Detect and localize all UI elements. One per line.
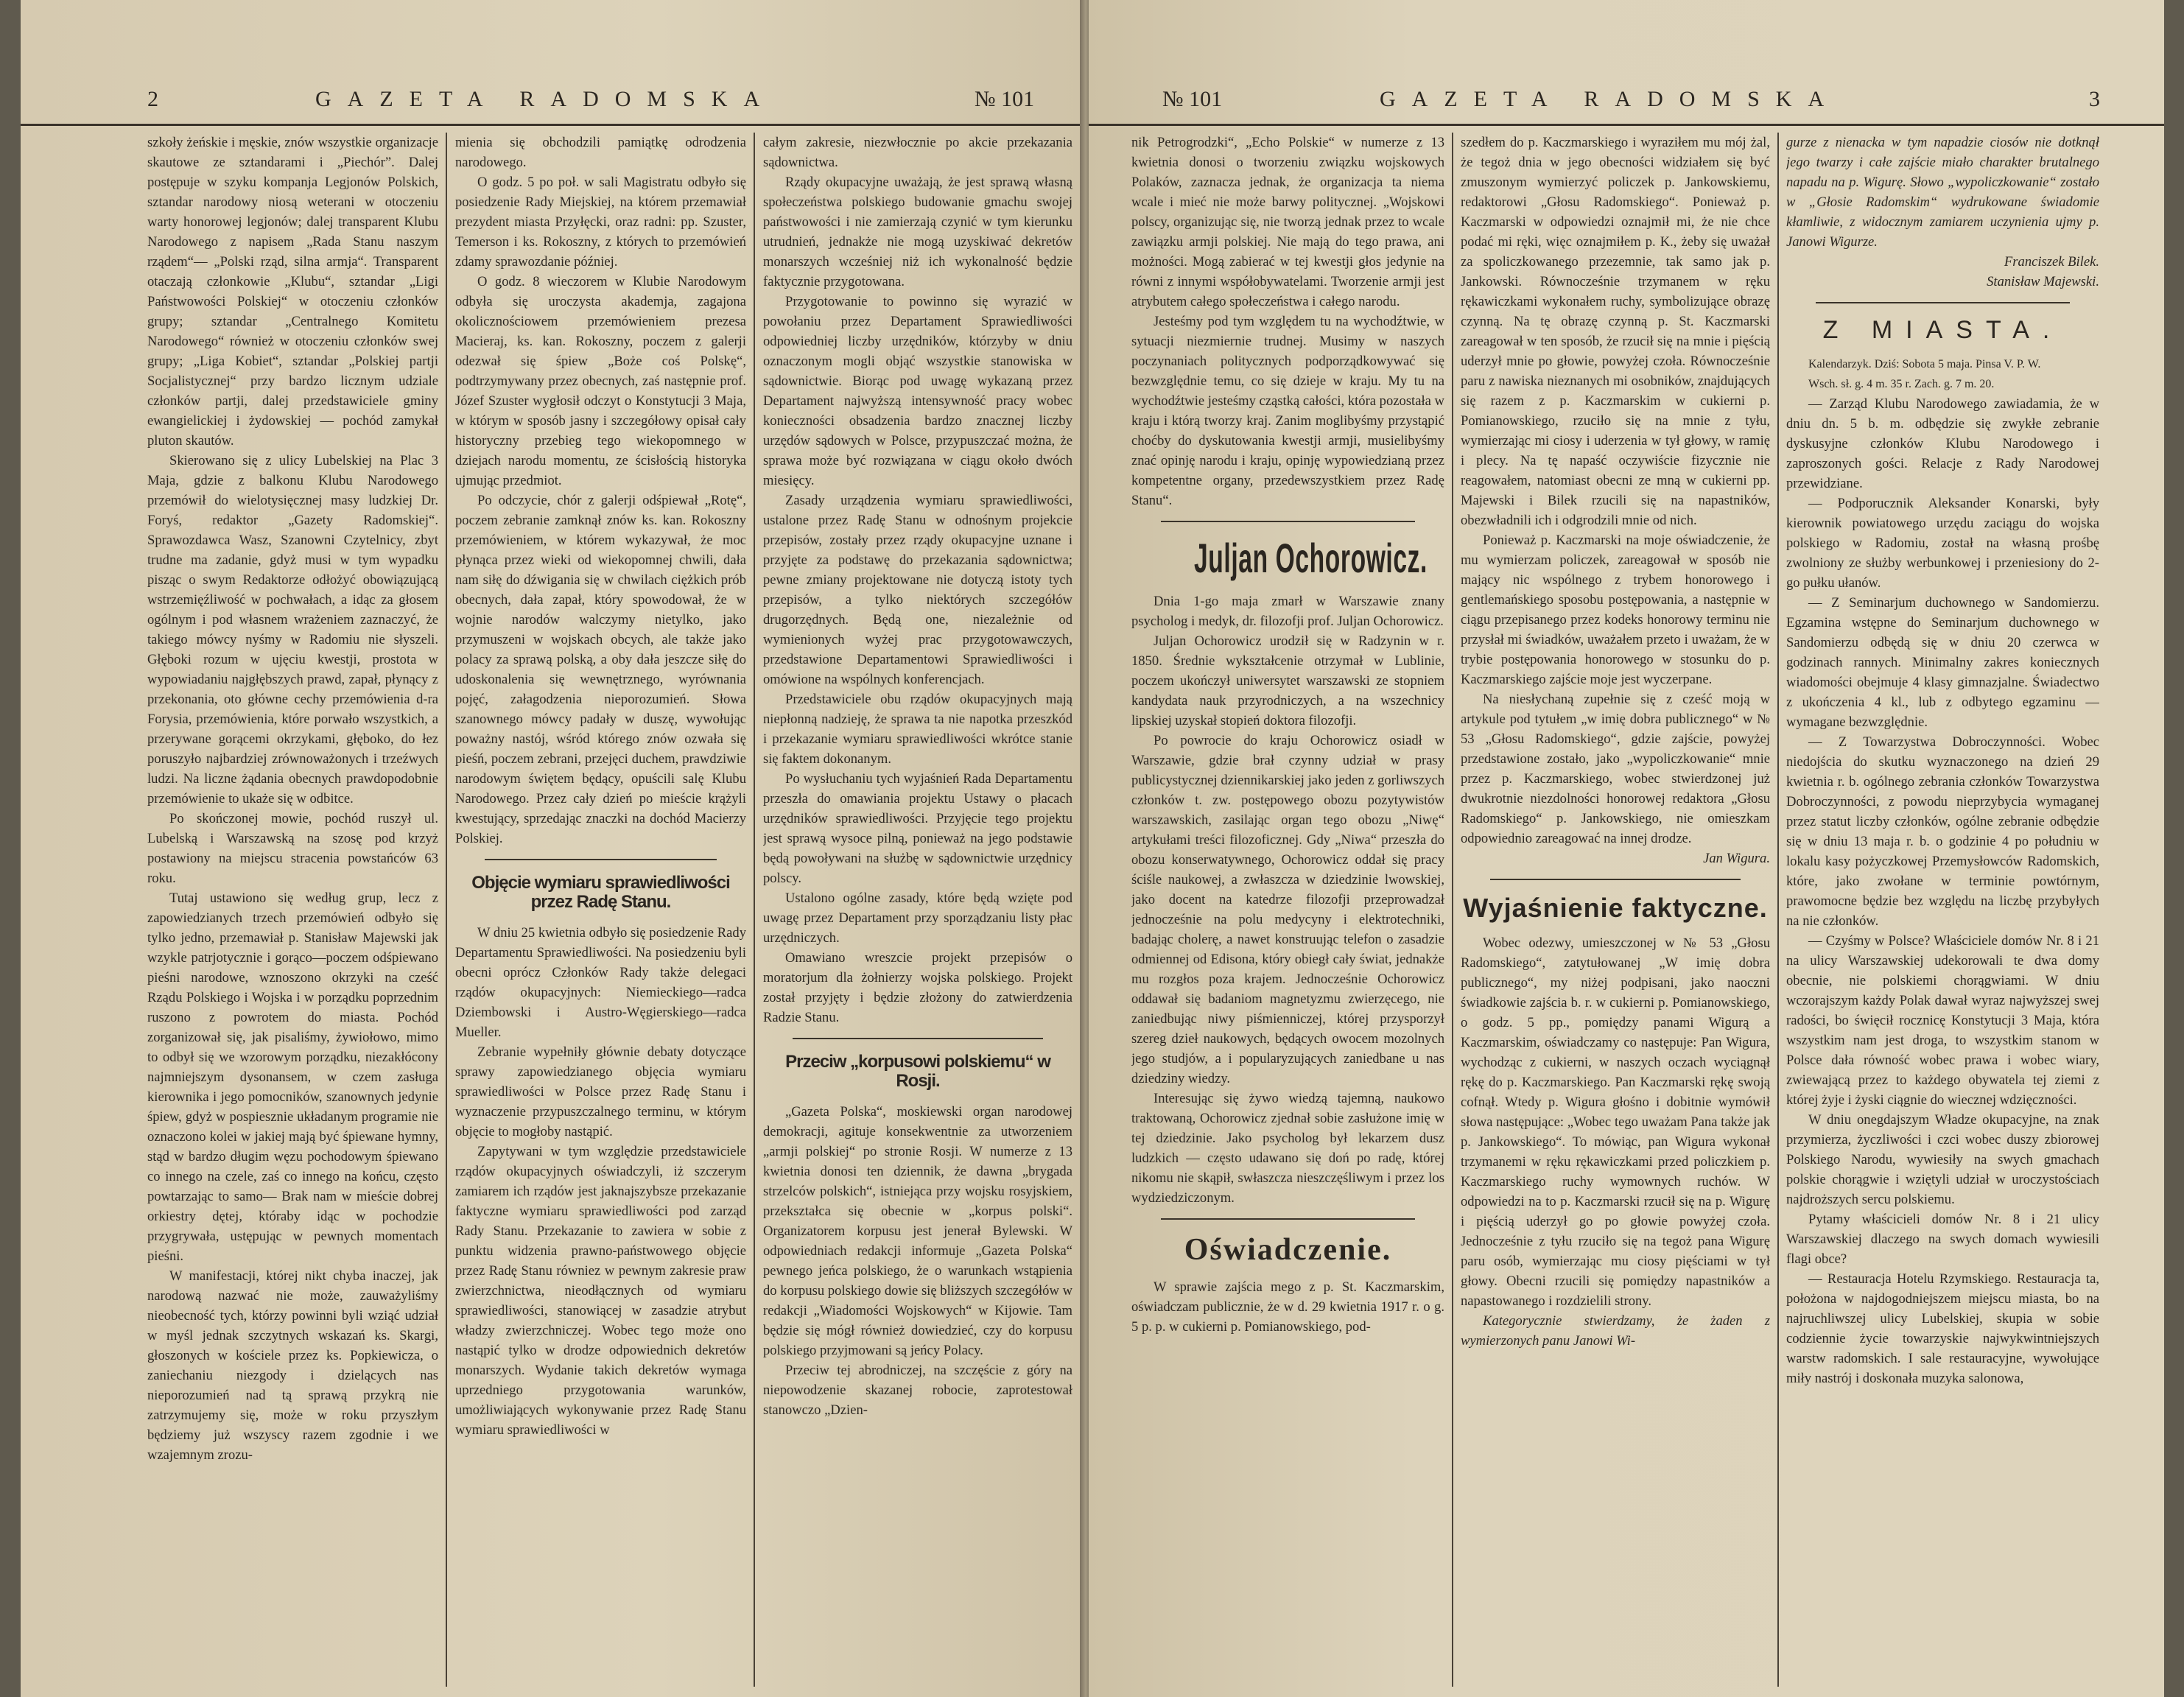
column-3 — [763, 133, 1072, 1687]
paragraph: Ustalono ogólne zasady, które będą wzięte pod uwagę przez Departament przy sporządzaniu listy płac urzędniczych. — [763, 890, 1072, 946]
page-header — [21, 87, 1081, 126]
column-divider — [1777, 133, 1779, 1687]
column-6 — [1786, 133, 2099, 1687]
separator-rule — [1490, 879, 1741, 880]
signature: Franciszek Bilek. — [2004, 254, 2099, 270]
paragraph: mienia się obchodzili pamiątkę odrodzenia narodowego. — [455, 135, 746, 170]
headline-text: Z MIASTA. — [1822, 316, 2063, 344]
headline-text: Oświadczenie. — [1184, 1232, 1392, 1267]
paragraph: gurze z nienacka w tym napadzie ciosów nie dotknął jego twarzy i całe zajście miało charakter brutalnego napadu na p. Wigurę. Słowo „wypoliczkowanie“ zostało w „Głosie Radomskim“ wydrukowane świadomie kłamliwie, z widocznym zamiarem uczynienia ujmy p. Janowi Wigurze. — [1786, 135, 2099, 250]
separator-rule — [1161, 521, 1415, 522]
separator-rule — [1161, 1218, 1415, 1220]
paragraph: Dnia 1-go maja zmarł w Warszawie znany psycholog i medyk, dr. filozofji prof. Juljan Ochorowicz. — [1131, 593, 1444, 629]
issue-number: № 101 — [975, 87, 1035, 111]
issue-number: № 101 — [1162, 87, 1223, 111]
column-divider — [754, 133, 755, 1687]
paragraph: Skierowano się z ulicy Lubelskiej na Plac 3 Maja, gdzie z balkonu Klubu Narodowego przemówił do wielotysięcznej masy ludzkiej Dr. Foryś, redaktor „Gazety Radomskiej“. Sprawozdawca Wasz, Szanowni Czytelnicy, zbyt trudne ma zadanie, gdyż musi w tym wypadku pisząc o swym Redaktorze odłożyć obowiązującą wstrzemięźliwość w pochwałach, a idąc za głosem ogólnym i pod własnem wrażeniem zaznaczyć, że takiego mówcy nyśmy w Radomiu nie słyszeli. Głęboki rozum w ujęciu kwestji, prostota w wypowiadaniu najgłębszych prawd, zapał, płynący z przekonania, oto główne cechy przemówienia d-ra Forysia, przemówienia, które porwało wszystkich, a przerywane gorącemi okrzykami, głęboko, do łez poruszyło najbardziej zrównoważonych i trzeźwych ludzi. Na liczne żądania obecnych prawdopodobnie przemówienie to ukaże się w odbitce. — [147, 453, 438, 807]
paragraph: W sprawie zajścia mego z p. St. Kaczmarskim, oświadczam publicznie, że w d. 29 kwietnia 1917 r. o g. 5 p. p. w cukierni p. Pomianowskiego, pod- — [1131, 1279, 1444, 1335]
article-headline — [1461, 893, 1770, 923]
article-headline — [1131, 535, 1444, 581]
column-1 — [147, 133, 438, 1687]
right-newspaper-page — [1089, 0, 2164, 1697]
newspaper-title: GAZETA RADOMSKA — [315, 87, 776, 111]
headline-text: Przeciw „korpusowi polskiemu“ w Rosji. — [785, 1052, 1050, 1092]
paragraph: O godz. 8 wieczorem w Klubie Narodowym odbyła się uroczysta akademja, zagajona okolicznościowem przemówieniem prezesa Macieraj, ks. kan. Rokoszny, poczem z galerji odezwał się śpiew „Boże coś Polskę“, podtrzymywany przez obecnych, zaś następnie prof. Józef Szuster wygłosił odczyt o Konstytucji 3 Maja, w którym w sposób jasny i szczegółowy opisał cały historyczny przebieg tego wiekopomnego w dziejach narodu momentu, ze ścisłością historyka ujmując przedmiot. — [455, 274, 746, 488]
paragraph: Pytamy właścicieli domów Nr. 8 i 21 ulicy Warszawskiej dlaczego na swych domach wywiesili flagi obce? — [1786, 1212, 2099, 1268]
paragraph: Przygotowanie to powinno się wyrazić w powołaniu przez Departament Sprawiedliwości odpowiedniej liczby urzędników, którzyby w dniu oznaczonym mogli objąć wszystkie stanowiska w sądownictwie. Biorąc pod uwagę wykazaną przez Departament najwyższą intensywność pracy wobec konieczności obsadzenia bardzo znacznej liczby urzędów sądowych w Polsce, przypuszczać można, że sprawa może być rozwiązana w ciągu około dwóch miesięcy. — [763, 294, 1072, 488]
paragraph: Kategorycznie stwierdzamy, że żaden z wymierzonych panu Janowi Wi- — [1461, 1313, 1770, 1349]
paragraph: W dniu onegdajszym Władze okupacyjne, na znak przymierza, życzliwości i czci wobec duszy zbiorowej Polskiego Narodu, wywiesiły na swych gmachach polskie chorągwie i wziętyli udział w uroczystościach najdroższych sercu polskiemu. — [1786, 1112, 2099, 1208]
paragraph: Ponieważ p. Kaczmarski na moje oświadczenie, że mu wymierzam policzek, zareagował w sposób nie mający nic wspólnego z trybem honorowego i gentlemańskiego sposobu postępowania, a następnie w ciągu przepisanego przez kodeks honorowy terminu nie przysłał mi świadków, uważałem przeto i uważam, że w trybie postępowania honorowego w stosunku do p. Kaczmarskiego zajście moje jest wyczerpane. — [1461, 533, 1770, 687]
column-1-body — [147, 133, 438, 1465]
paragraph: — Z Towarzystwa Dobroczynności. Wobec niedojścia do skutku wyznaczonego na dzień 29 kwietnia r. b. ogólnego zebrania członków Towarzystwa Dobroczynności, z powodu nieprzybycia wymaganej przez statut liczby członków, ogólne zebranie odbędzie się w dniu 13 maja r. b. o godzinie 4 po południu w lokalu kasy pożyczkowej Przemysłowców Radomskich, które, jako zwołane w terminie powtórnym, prawomocne będzie bez względu na liczbę przybyłych na nie członków. — [1786, 734, 2099, 930]
page-number: 2 — [147, 87, 158, 111]
column-5 — [1461, 133, 1770, 1687]
left-newspaper-page — [21, 0, 1081, 1697]
paragraph: Jesteśmy pod tym względem tu na wychodźtwie, w sytuacji niezmiernie trudnej. Musimy w naszych poczynaniach politycznych podporządkowywać się bezwzględnie temu, co się dzieje w kraju. My tu na wychodźtwie jesteśmy cząstką całości, która pozostała w kraju i którą tworzy kraj. Zanim moglibyśmy przystąpić choćby do dyskutowania kwestji armji, musielibyśmy znać opinję narodu i kraju, opinję wypowiedzianą przez kompetentne organy, przedewszystkiem przez Radę Stanu“. — [1131, 314, 1444, 508]
column-divider — [1452, 133, 1453, 1687]
signature: Jan Wigura. — [1703, 851, 1770, 866]
paragraph: — Podporucznik Aleksander Konarski, były kierownik powiatowego urzędu zaciągu do wojska polskiego w Radomiu, został na własną prośbę zwolniony ze służby werbunkowej i przeniesiony do 2-go pułku ułanów. — [1786, 496, 2099, 591]
paragraph: Interesując się żywo wiedzą tajemną, naukowo traktowaną, Ochorowicz zjednał sobie zasłużone imię w tej dziedzinie. Jako psycholog był lekarzem dusz ludzkich — często udawano się doń po radę, której nikomu nie skąpił, swłaszcza nieszczęśliwym i przez los wydziedziczonym. — [1131, 1090, 1444, 1206]
headline-text: Juljan Ochorowicz. — [1194, 535, 1428, 581]
paragraph: Po powrocie do kraju Ochorowicz osiadł w Warszawie, gdzie brał czynny udział w prasy publicystycznej dziennikarskiej jako jeden z gorliwszych członków t. zw. postępowego obozu pozytywistów warszawskich, zasilając organ tego obozu „Niwę“ artykułami treści filozoficznej. Gdy „Niwa“ przeszła do obozu konserwatywnego, Ochorowicz oddał się pracy ściśle naukowej, a zwłaszcza w dziedzinie lwowskiej, jako docent na katedrze filozofji przeprowadzał jednocześnie na polu medycyny i elektrotechniki, badając cholerę, a nawet konstruując telefon o zasadzie odmiennej od Edisona, który obiegł cały świat, jednakże mu rozgłos poza krajem. Jednocześnie Ochorowicz oddawał się badaniom magnetyzmu zwierzęcego, nie zaniedbując niwy piśmienniczej, której przysporzył szereg dzieł naukowych, będących owocem mozolnych jego studjów, a i popularyzujących zaniedbane u nas dziedziny wiedzy. — [1131, 732, 1444, 1086]
signature: Stanisław Majewski. — [1987, 274, 2099, 289]
paragraph: „Gazeta Polska“, moskiewski organ narodowej demokracji, agituje konsekwentnie za utworzeniem „armji polskiej“ po stronie Rosji. W numerze z 13 kwietnia donosi ten dziennik, że dawna „brygada strzelców polskich“, istniejąca przy wojsku rosyjskiem, przekształca się obecnie w „korpus polski“. Organizatorem korpusu jest jenerał Bylewski. W odpowiedniach redakcji informuje „Gazeta Polska“ pewnego jeńca polskiego, że o warunkach wstąpienia do korpusu polskiego dowie się bliższych szczegółów w redakcji „Wiadomości Wojskowych“ w Kijowie. Tam będzie się mógł również dowiedzieć, czy do korpusu polskiego przyjmowani są jeńcy Polacy. — [763, 1103, 1072, 1358]
paragraph: Wobec odezwy, umieszczonej w № 53 „Głosu Radomskiego“, zatytułowanej „W imię dobra publicznego“, my niżej podpisani, jako naoczni świadkowie zajścia b. r. w cukierni p. Pomianowskiego, o godz. 5 pp., pomiędzy panami Wigurą a Kaczmarskim, oświadczamy co następuje: Pan Wigura, wychodząc z cukierni, w naszych oczach wyciągnął rękę do p. Kaczmarskiego. Pan Kaczmarski rękę swoją cofnął. Wtedy p. Wigura głośno i dobitnie wymówił słowa następujące: „Wobec tego uważam Pana także jak p. Jankowskiego“. To mówiąc, pan Wigura wykonał trzymanemi w ręku rękawiczkami przed policzkiem p. Kaczmarskiego ruchy wymownych ruchów. W odpowiedzi na to p. Kaczmarski rzucił się na p. Wigurę i pięścią uderzył go po głowie powyżej czoła. Jednocześnie z tyłu rzuciło się na tegoż pana Wigurę paru osób, wymierzając mu ciosy pięściami w tył głowy. Obecni rzucili się pomiędzy napastników a napastowanego i rozdzielili strony. — [1461, 935, 1770, 1309]
paragraph: Omawiano wreszcie projekt przepisów o moratorjum dla żołnierzy wojska polskiego. Projekt został przyjęty i będzie złożony do zatwierdzenia Radzie Stanu. — [763, 950, 1072, 1025]
column-divider — [446, 133, 447, 1687]
page-header — [1089, 87, 2164, 126]
section-headline — [1786, 317, 2099, 344]
article-headline — [763, 1053, 1072, 1092]
paragraph: — Z Seminarjum duchownego w Sandomierzu. Egzamina wstępne do Seminarjum duchownego w Sandomierzu odbędą się w dniu 20 czerwca w godzinach rannych. Minimalny zakres koniecznych wiadomości obejmuje 4 klasy gimnazjalne. Świadectwo z ukończenia 4 kl., lub z odbytego egzaminu — wymagane bezwzględnie. — [1786, 595, 2099, 731]
headline-text: Wyjaśnienie faktyczne. — [1463, 893, 1768, 923]
paragraph: Na niesłychaną zupełnie się z cześć moją w artykule pod tytułem „w imię dobra publicznego“ w № 53 „Głosu Radomskiego“, gdzie zajście, powyżej przedstawione zostało, jako „wypoliczkowanie“ mnie przez p. Kaczmarskiego, wobec stwierdzonej już dwukrotnie niezdolności honorowej redaktora „Głosu Radomskiego“ p. Jankowskiego, nie omieszkam odpowiednio zareagować na innej drodze. — [1461, 692, 1770, 846]
article-headline — [455, 874, 746, 913]
paragraph: Zebranie wypełniły głównie debaty dotyczące sprawy zapowiedzianego objęcia wymiaru sprawiedliwości w Polsce przez Radę Stanu i wyznaczenie przypuszczalnego terminu, w którym objęcie to mogłoby nastąpić. — [455, 1044, 746, 1139]
separator-rule — [1816, 302, 2070, 303]
paragraph: Rządy okupacyjne uważają, że jest sprawą własną społeczeństwa polskiego budowanie gmachu swojej państwowości i nie zamierzają czynić w tym kierunku utrudnień, jednakże nie mogą uzyskiwać dekretów monarszych wcześniej niż ich wykonalność będzie faktycznie przygotowana. — [763, 175, 1072, 289]
sun-times-line: Wsch. sł. g. 4 m. 35 r. Zach. g. 7 m. 20. — [1808, 378, 1995, 391]
calendar-line: Kalendarzyk. Dziś: Sobota 5 maja. Pinsa V. P. W. — [1808, 358, 2041, 371]
column-4 — [1131, 133, 1444, 1687]
paragraph: Zapytywani w tym względzie przedstawiciele rządów okupacyjnych oświadczyli, iż szczerym zamiarem ich rządów jest jaknajszybsze przekazanie faktyczne wymiaru sprawiedliwości pod zarząd Rady Stanu. Przekazanie to zawiera w sobie z punktu widzenia prawno-państwowego objęcie przez Radę Stanu równiez w pewnym zakresie praw zwierzchnictwa, nieodłącznych od wymiaru sprawiedliwości, stanowiącej w zasadzie atrybut władzy zwierzchniczej. Wobec tego może ono nastąpić tylko w drodze odpowiednich dekretów monarszych. Wydanie takich dekretów wymaga uprzedniego przygotowania warunków, umożliwiających wykonywanie przez Radę Stanu wymiaru sprawiedliwości w — [455, 1143, 746, 1438]
paragraph: Po odczycie, chór z galerji odśpiewał „Rotę“, poczem zebranie zamknął znów ks. kan. Rokoszny przemówieniem, w którem wykazywał, że moc płynąca przez wieki od wiekopomnej chwili, dała nam siłę do dźwigania się w chwilach ciężkich prób obecnych, dała zapał, który spowodował, że w wojnie narodów walczymy nietylko, jako przymuszeni w wojskach obcych, ale także jako polacy za sprawą polską, a oby dała jeszcze siłę do udoskonalenia się wewnętrznego, wyrównania pojęć, załagodzenia nieporozumień. Słowa szanownego mówcy padały w duszę, wywołując poważny nastój, wśród którego znów ozwała się pieśń, poczem zebrani, przejęci duchem, prawdziwie narodowym świętem będący, opuścili salę Klubu Narodowego. Przez cały dzień po mieście krążyli kwestujący, sprzedając znaczki na dochód Macierzy Polskiej. — [455, 493, 746, 846]
paragraph: Zasady urządzenia wymiaru sprawiedliwości, ustalone przez Radę Stanu w odnośnym projekcie przepisów, zostały przez rządy okupacyjne uznane i przyjęte za podstawę do przekazania sądownictwa; pewne zmiany projektowane nie dotyczą istoty tych przepisów, a tylko niektórych szczegółów drugorzędnych. Będą one, niezależnie od wymienionych wyżej prac przygotowawczych, przedstawione Departamentowi Sprawiedliwości i omówione na wspólnych konferencjach. — [763, 493, 1072, 687]
newspaper-title: GAZETA RADOMSKA — [1380, 87, 1841, 111]
paragraph: Po wysłuchaniu tych wyjaśnień Rada Departamentu przeszła do omawiania projektu Ustawy o płacach urzędników sprawiedliwości. Przyjęcie tego projektu jest sprawą wysoce pilną, ponieważ na jego podstawie będą powoływani na służbę w sądownictwie urzędnicy polscy. — [763, 771, 1072, 886]
column-2 — [455, 133, 746, 1687]
paragraph: — Czyśmy w Polsce? Właściciele domów Nr. 8 i 21 na ulicy Warszawskiej udekorowali te dwa domy obecnie, nie polskiemi chorągwiami. W dniu wczorajszym każdy Polak dawał wyraz najwyższej swej radości, bo święcił rocznicę Konstytucji 3 Maja, która wszystkim nam jest droga, to wszystkim stanom w Polsce dała równość wobec prawa i wobec wiary, zwiewającą przez to każdego obywatela tej ziemi z której żyje i żyski ciągnie do wiecznej wdzięczności. — [1786, 933, 2099, 1109]
paragraph: Przedstawiciele obu rządów okupacyjnych mają niepłonną nadzieję, że sprawa ta nie napotka przeszkód i przekazanie wymiaru sprawiedliwości wkrótce stanie się faktem dokonanym. — [763, 692, 1072, 767]
paragraph: szedłem do p. Kaczmarskiego i wyraziłem mu mój żal, że tegoż dnia w jego obecności widziałem się być zmuszonym wymierzyć policzek p. Jankowskiemu, redaktorowi „Głosu Radomskiego“. Ponieważ p. Kaczmarski w odpowiedzi oznajmił mi, że nie chce podać mi ręki, więc oznajmiłem p. K., żeby się uważał za spoliczkowanego przezemnie, tak samo jak p. Jankowski. Równocześnie trzymanem w ręku rękawiczkami wykonałem ruchy, symbolizujące obrazę czynną. Na tę obrazę czynną p. St. Kaczmarski zareagował w ten sposób, że rzucił się na mnie i pięścią uderzył mnie po głowie, powyżej czoła. Równocześnie paru z nawiska nieznanych mi osobników, znajdujących się razem z p. Kaczmarskim w cukierni p. Pomianowskiego, rzuciło się na mnie z tyłu, wymierzając mi ciosy i uderzenia w tył głowy, w ramię i plecy. Na tę napaść oczywiście fizycznie nie reagowałem, natomiast obecni ze mną w cukierni pp. Majewski i Bilek rzucili się na napastników, obezwładnili ich i odgrodzili mnie od nich. — [1461, 135, 1770, 528]
separator-rule — [485, 859, 717, 860]
paragraph: Tutaj ustawiono się według grup, lecz z zapowiedzianych trzech przemówień odbyło się tylko jedno, przemawiał p. Stanisław Majewski jak wzykle patrjotycznie i gorąco—poczem odśpiewano pieśni narodowe, wznoszono okrzyki na cześć Rządu Polskiego i Wojska i w porządku poprzednim ruszono z powrotem do miasta. Pochód zorganizował się, jak pisaliśmy, żywiołowo, mimo to odbył się we wzorowym porządku, niezakłócony najmniejszym dysonansem, w czem zasługa kierownika i jego pomocników, szanownych jedynie śpiew, gdyż w pospiesznie układanym programie nie oznaczono kolei w jakiej mają być śpiewane hymny, stąd w bardzo długim węzu pochodowym śpiewano co innego na czele, zaś co innego na końcu, często powtarzając to samo— Brak nam w mieście dobrej orkiestry dętej, któraby idąc w pochodzie przygrywała, ustępując w pewnych momentach pieśni. — [147, 890, 438, 1264]
paragraph: O godz. 5 po poł. w sali Magistratu odbyło się posiedzenie Rady Miejskiej, na którem przemawiał prezydent miasta Przyłęcki, oraz radni: pp. Szuster, Temerson i ks. Rokoszny, z których to przemówień zdamy sprawozdanie później. — [455, 175, 746, 270]
page-number: 3 — [2089, 87, 2100, 111]
paragraph: — Zarząd Klubu Narodowego zawiadamia, że w dniu dn. 5 b. m. odbędzie się zwykłe zebranie dyskusyjne członków Klubu Narodowego i zaproszonych gości. Relacje z Rady Narodowej przewidziane. — [1786, 396, 2099, 492]
paragraph: całym zakresie, niezwłocznie po akcie przekazania sądownictwa. — [763, 135, 1072, 170]
headline-text: Objęcie wymiaru sprawiedliwości przez Radę Stanu. — [471, 873, 730, 913]
paragraph: Przeciw tej abrodniczej, na szczęście z góry na niepowodzenie skazanej robocie, zaprotestował stanowczo „Dzien- — [763, 1362, 1072, 1418]
article-headline — [1131, 1233, 1444, 1267]
paragraph: Juljan Ochorowicz urodził się w Radzynin w r. 1850. Średnie wykształcenie otrzymał w Lublinie, poczem ukończył uniwersytet warszawski ze stopniem kandydata nauk przyrodniczych, a na wszechnicy lipskiej uzyskał stopień doktora filozofji. — [1131, 633, 1444, 728]
paragraph: W dniu 25 kwietnia odbyło się posiedzenie Rady Departamentu Sprawiedliwości. Na posiedzeniu byli obecni oprócz Członków Rady także delegaci rządów okupacyjnych: Niemieckiego—radca Dziembowski i Austro-Węgierskiego—radca Mueller. — [455, 924, 746, 1040]
paragraph: szkoły żeńskie i męskie, znów wszystkie organizacje skautowe ze sztandarami i „Piechór”. Dalej postępuje w szyku kompanja Legjonów Polskich, sztandar narodowy niosą weterani w otoczeniu warty honorowej legjonów; dalej transparent Klubu Narodowego z napisem „Rada Stanu naszym rządem“— „Polski rząd, silna armja“. Transparent otaczają członkowie „Klubu“, sztandar „Ligi Państwowości Polskiej“ w otoczeniu członków grupy; sztandar „Centralnego Komitetu Narodowego“ również w otoczeniu członków swej grupy; „Liga Kobiet“, sztandar „Polskiej partji Socjalistycznej“ przy bardzo licznym udziale członków partji, dalej przedstawiciele gminy ewangielickiej i żydowskiej — pochód zamykał pluton skautów. — [147, 135, 438, 449]
separator-rule — [793, 1038, 1043, 1039]
paragraph: Po skończonej mowie, pochód ruszył ul. Lubelską i Warszawską na szosę pod krzyż postawiony na miejscu stracenia powstańców 63 roku. — [147, 811, 438, 886]
paragraph: nik Petrogrodzki“, „Echo Polskie“ w numerze z 13 kwietnia donosi o tworzeniu związku wojskowych Polaków, zaznacza jednak, że organizacja ta niema wcale i mieć nie może barwy politycznej. „Wojskowi polscy, organizując się, nie tworzą jednak przez to wcale zawiązku armji polskiej. Nie mają do tego prawa, ani możności. Mogą zabierać w tej kwestji głos jedynie na równi z innymi współobywatelami. Tworzenie armji jest atrybutem całego społeczeństwa i całego narodu. — [1131, 135, 1444, 309]
paragraph: — Restauracja Hotelu Rzymskiego. Restauracja ta, położona w najdogodniejszem miejscu miasta, bo na najruchliwszej ulicy Lubelskiej, skupia w sobie codziennie życie towarzyskie najwykwintniejszych warstw radomskich. I sale restauracyjne, wywołujące miły nastrój i doskonała muzyka salonowa, — [1786, 1271, 2099, 1387]
paragraph: W manifestacji, której nikt chyba inaczej, jak narodową nazwać nie może, zauważyliśmy nieobecność tych, którzy powinni byli wziąć udział w myśl jednak szczytnych wskazań ks. Skargi, głoszonych w kościele przez ks. Popkiewicza, o zaniechaniu niezgody i dzielących nas nieporozumień nad tą sprawą przykrą nie zatrzymujemy się, może w roku przyszłym będziemy już wszyscy razem zgodnie i we wzajemnym zrozu- — [147, 1268, 438, 1463]
